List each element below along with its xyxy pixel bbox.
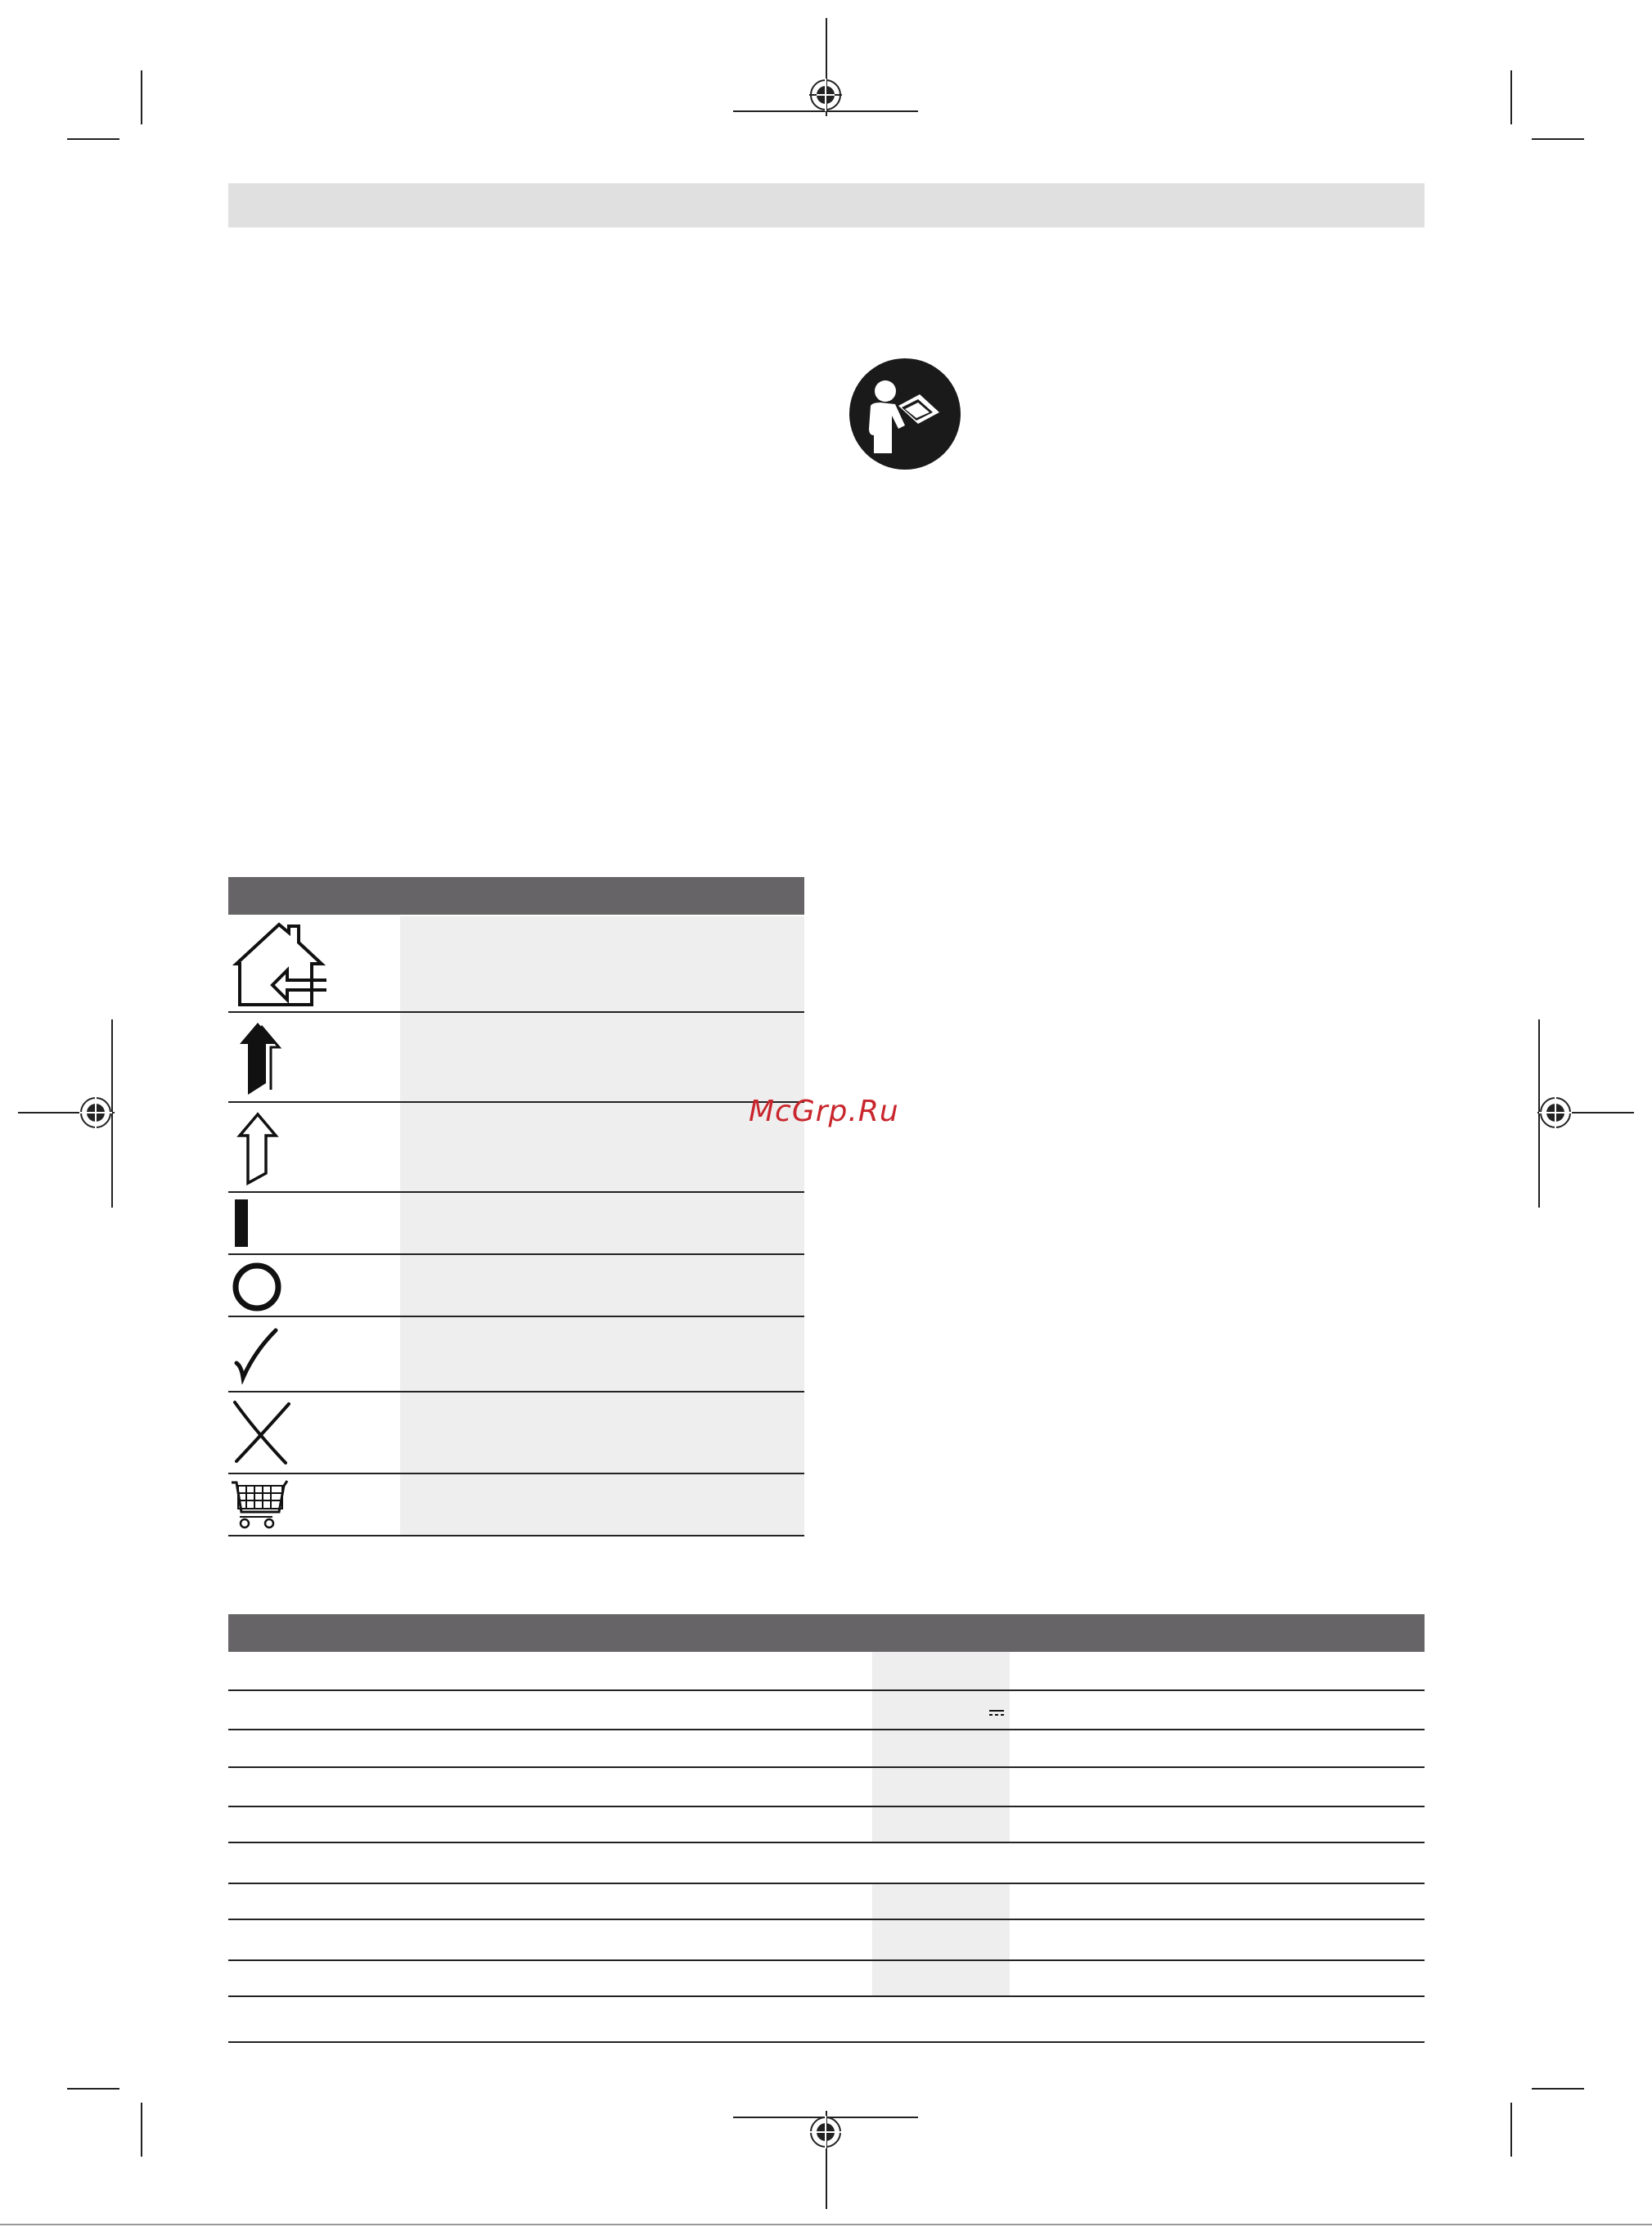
filled-arrow-up-icon	[236, 1019, 286, 1098]
symbol-description	[400, 1474, 804, 1535]
section-header-bar	[228, 183, 1425, 227]
crop-mark	[1532, 2088, 1584, 2090]
table-row	[228, 1920, 1425, 1961]
table-row	[228, 1997, 1425, 2043]
crop-mark	[1532, 138, 1584, 140]
symbol-row	[228, 1193, 804, 1255]
symbol-description	[400, 1317, 804, 1391]
crop-mark	[1510, 2103, 1512, 2157]
table-row	[228, 1961, 1425, 1997]
symbol-description	[400, 916, 804, 1011]
read-manual-icon	[848, 357, 962, 471]
table-row	[228, 1691, 1425, 1730]
table-row	[228, 1730, 1425, 1768]
outline-arrow-up-icon	[236, 1111, 286, 1190]
crop-mark	[141, 70, 142, 124]
registration-mark-icon	[79, 1096, 112, 1129]
symbol-row	[228, 1255, 804, 1317]
watermark-text: McGrp.Ru	[749, 1095, 899, 1128]
symbol-row	[228, 1317, 804, 1392]
crop-mark	[141, 2103, 142, 2157]
symbols-table-header	[228, 877, 804, 915]
symbol-description	[400, 1255, 804, 1316]
registration-mark-icon	[809, 2116, 842, 2148]
symbol-row	[228, 1474, 804, 1536]
symbol-description	[400, 1013, 804, 1101]
symbol-description	[400, 1103, 804, 1191]
technical-data-header	[228, 1614, 1425, 1652]
on-bar-icon	[233, 1198, 250, 1248]
off-circle-icon	[232, 1262, 282, 1312]
symbol-row	[228, 1013, 804, 1103]
symbol-description	[400, 1193, 804, 1253]
checkmark-icon	[233, 1327, 279, 1384]
registration-mark-icon	[1539, 1096, 1572, 1129]
crop-mark	[67, 138, 119, 140]
table-row	[228, 1652, 1425, 1691]
dc-current-icon	[989, 1709, 1004, 1717]
cross-icon	[232, 1399, 292, 1466]
table-row	[228, 1843, 1425, 1884]
indoor-use-house-icon	[232, 920, 326, 1008]
page-edge-line	[0, 2224, 1652, 2225]
symbol-row	[228, 1392, 804, 1474]
table-row	[228, 1884, 1425, 1920]
crop-mark	[67, 2088, 119, 2090]
symbol-description	[400, 1392, 804, 1473]
symbol-row	[228, 916, 804, 1013]
crop-mark	[1510, 70, 1512, 124]
table-row	[228, 1807, 1425, 1843]
registration-mark-icon	[809, 79, 842, 111]
symbol-row	[228, 1103, 804, 1193]
table-row	[228, 1768, 1425, 1807]
shopping-cart-icon	[230, 1479, 289, 1530]
